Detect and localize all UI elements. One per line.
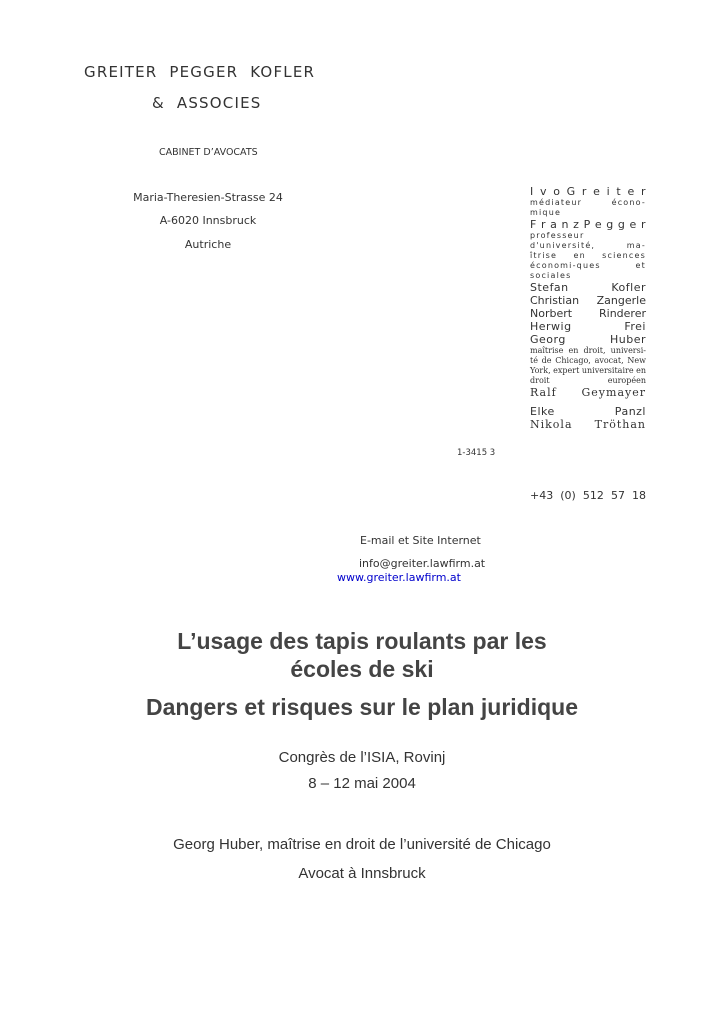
event-dates: 8 – 12 mai 2004 xyxy=(308,775,416,792)
document-subtitle: Dangers et risques sur le plan juridique xyxy=(145,694,578,720)
reference-number: 1-3415 3 xyxy=(457,448,496,458)
email-address[interactable]: info@greiter.lawfirm.at xyxy=(359,557,486,570)
partner-name: Christian Zangerle xyxy=(530,294,646,307)
phone-number: +43 (0) 512 57 18 xyxy=(530,489,646,502)
partner-name: Georg Huber xyxy=(530,333,646,346)
partner-name: Elke Panzl xyxy=(530,405,646,418)
document-title-line1: L’usage des tapis roulants par les xyxy=(177,628,547,654)
partner-name: I v o G r e i t e r xyxy=(530,185,646,198)
author-role: Avocat à Innsbruck xyxy=(298,865,426,882)
partner-name: Norbert Rinderer xyxy=(530,307,646,320)
address-country: Autriche xyxy=(184,238,232,251)
partner-name: Herwig Frei xyxy=(530,320,646,333)
firm-type: CABINET D’AVOCATS xyxy=(159,147,258,158)
partner-name: Nikola Tröthan xyxy=(530,418,646,431)
address-street: Maria-Theresien-Strasse 24 xyxy=(133,191,283,204)
firm-name-line2: & ASSOCIES xyxy=(152,94,262,112)
author-name: Georg Huber, maîtrise en droit de l’université de Chicago xyxy=(173,836,551,853)
event-name: Congrès de l’ISIA, Rovinj xyxy=(278,749,446,766)
partner-description: médiateur écono- mique xyxy=(530,198,646,217)
document-title-line2: écoles de ski xyxy=(290,656,434,682)
website-link[interactable]: www.greiter.lawfirm.at xyxy=(337,571,461,584)
partner-name: F r a n z P e g g e r xyxy=(530,218,646,231)
partner-name: Stefan Kofler xyxy=(530,281,646,294)
partner-description: maîtrise en droit, universi- té de Chicago, avocat, New York, expert universitaire en droit européen xyxy=(530,346,646,385)
address-city: A-6020 Innsbruck xyxy=(159,214,257,227)
partner-name: Ralf Geymayer xyxy=(530,386,646,399)
firm-name-line1: GREITER PEGGER KOFLER xyxy=(84,63,316,81)
partner-description: professeur d'université, ma- îtrise en sciences économi-ques et sociales xyxy=(530,231,646,280)
partner-list xyxy=(530,185,646,431)
contact-heading: E-mail et Site Internet xyxy=(360,534,481,547)
